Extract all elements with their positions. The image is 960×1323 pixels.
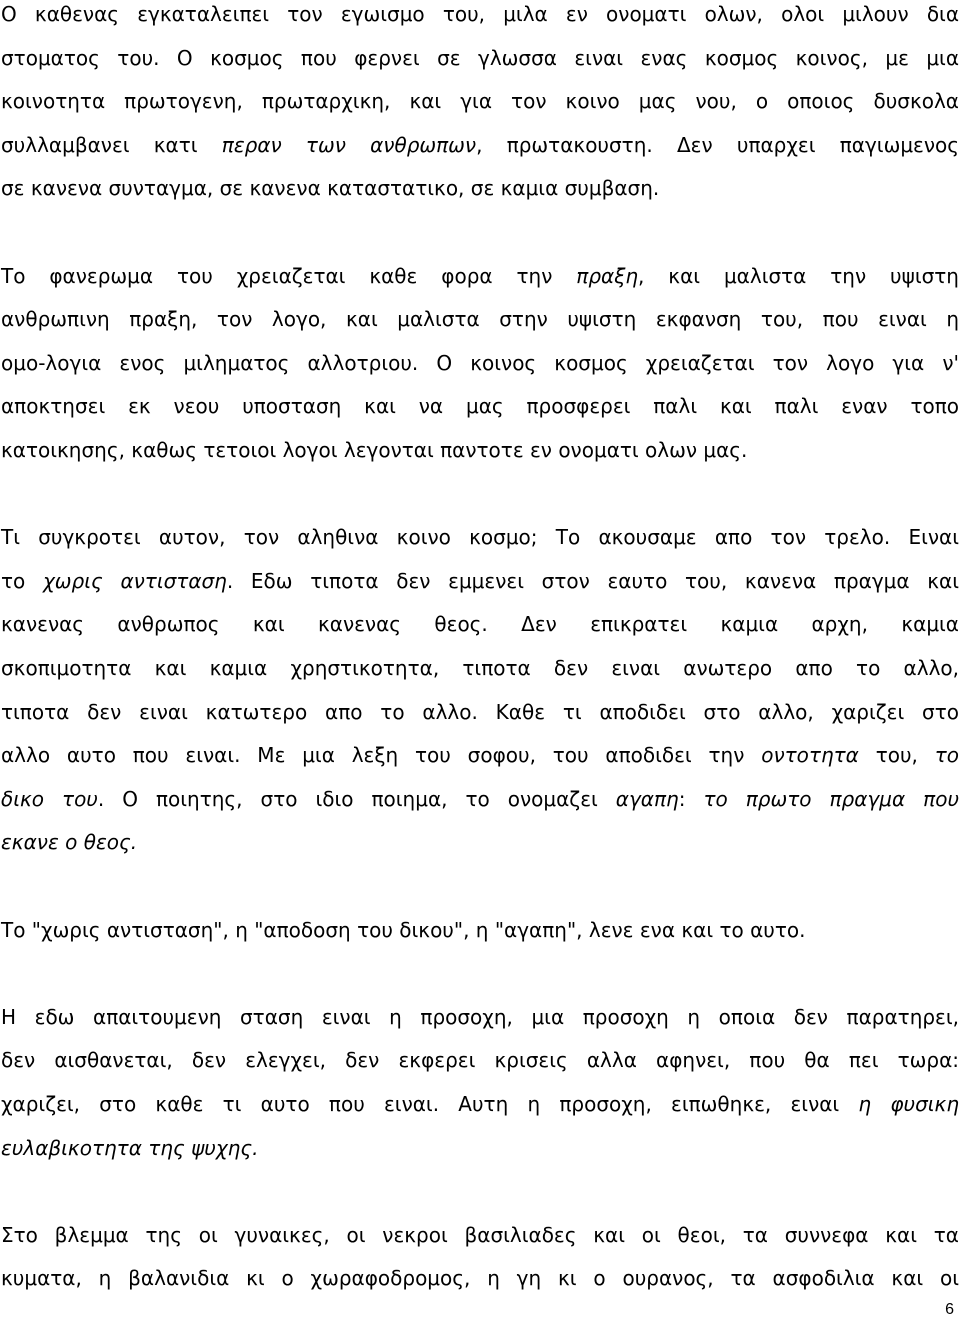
text-span: χαριζει, στο καθε τι αυτο που ειναι. Αυτη η προσοχη, ειπωθηκε, ειναι <box>1 1092 859 1116</box>
text-span: Τι συγκροτει αυτον, τον αληθινα κοινο κοσμο; Το ακουσαμε απο τον τρελο. Ειναι <box>1 525 959 550</box>
text-line <box>1 610 959 638</box>
text-span: δεν αισθανεται, δεν ελεγχει, δεν εκφερει κρισεις αλλα αφηνει, που θα πει τωρα: <box>1 1048 959 1073</box>
text-line <box>1 1221 959 1249</box>
text-span: αλλο αυτο που ειναι. Με μια λεξη του σοφου, του αποδιδει την <box>1 743 762 768</box>
text-span: τιποτα δεν ειναι κατωτερο απο το αλλο. Καθε τι αποδιδει στο αλλο, χαριζει στο <box>1 699 959 724</box>
text-line <box>1 44 959 72</box>
text-line <box>1 174 959 202</box>
text-line <box>1 654 959 682</box>
text-span: στοματος του. Ο κοσμος που φερνει σε γλωσσα ειναι ενας κοσμος κοινος, με μια <box>1 45 959 70</box>
text-line <box>1 785 959 813</box>
text-span: του, <box>858 743 935 768</box>
italic-text: περαν των ανθρωπων <box>221 132 477 157</box>
italic-text: χωρις αντισταση <box>42 568 227 593</box>
text-span: . Εδω τιποτα δεν εμμενει στον εαυτο του, κανενα πραγμα και <box>226 568 959 593</box>
text-span: κυματα, η βαλανιδια κι ο χωραφοδρομος, η γη κι ο ουρανος, τα ασφοδιλια και οι <box>1 1266 959 1291</box>
italic-text: αγαπη <box>615 786 679 811</box>
italic-text: εκανε ο θεος. <box>1 830 138 855</box>
text-line <box>1 305 959 333</box>
text-line <box>1 828 959 856</box>
text-span: Στο βλεμμα της οι γυναικες, οι νεκροι βασιλιαδες και οι θεοι, τα συννεφα και τα <box>1 1222 959 1247</box>
text-line <box>1 1003 959 1031</box>
page-number: 6 <box>945 1301 954 1318</box>
text-span: Η εδω απαιτουμενη σταση ειναι η προσοχη, μια προσοχη η οποια δεν παρατηρει, <box>1 1004 959 1029</box>
text-span: το <box>1 568 43 593</box>
text-line <box>1 349 959 377</box>
text-line <box>1 698 959 726</box>
text-line <box>1 567 959 595</box>
text-span: , και μαλιστα την υψιστη <box>638 263 959 288</box>
text-line <box>1 131 959 159</box>
text-line <box>1 1046 959 1074</box>
text-line <box>1 1090 959 1118</box>
text-span: Το φανερωμα του χρειαζεται καθε φορα την <box>1 263 577 288</box>
text-line <box>1 392 959 420</box>
text-span: συλλαμβανει κατι <box>1 132 222 157</box>
text-span: σε κανενα συνταγμα, σε κανενα καταστατικο, σε καμια συμβαση. <box>1 176 660 201</box>
text-span: σκοπιμοτητα και καμια χρηστικοτητα, τιποτα δεν ειναι ανωτερο απο το αλλο, <box>1 656 959 680</box>
text-line <box>1 916 959 944</box>
italic-text: το <box>934 743 960 768</box>
text-line <box>1 436 959 464</box>
text-span: , πρωτακουστη. Δεν υπαρχει παγιωμενος <box>476 132 959 157</box>
text-line <box>1 523 959 551</box>
italic-text: η φυσικη <box>858 1092 959 1116</box>
italic-text: πραξη <box>576 263 639 288</box>
italic-text: το πρωτο πραγμα που <box>703 786 960 811</box>
text-span: αποκτησει εκ νεου υποσταση και να μας προσφερει παλι και παλι εναν τοπο <box>1 394 959 419</box>
text-line <box>1 262 959 290</box>
italic-text: οντοτητα <box>761 743 859 768</box>
text-span: ανθρωπινη πραξη, τον λογο, και μαλιστα στην υψιστη εκφανση του, που ειναι η <box>1 307 959 332</box>
text-span: ομο-λογια ενος μιληματος αλλοτριου. Ο κοινος κοσμος χρειαζεται τον λογο για ν' <box>1 350 959 375</box>
text-span: κοινοτητα πρωτογενη, πρωταρχικη, και για τον κοινο μας νου, ο οποιος δυσκολα <box>1 89 959 114</box>
text-line <box>1 87 959 115</box>
text-line <box>1 741 959 769</box>
text-line <box>1 1264 959 1292</box>
text-span: Το "χωρις αντισταση", η "αποδοση του δικου", η "αγαπη", λενε ενα και το αυτο. <box>1 917 806 942</box>
text-span: : <box>678 786 704 811</box>
text-span: κατοικησης, καθως τετοιοι λογοι λεγονται παντοτε εν ονοματι ολων μας. <box>1 438 748 462</box>
text-span: κανενας ανθρωπος και κανενας θεος. Δεν επικρατει καμια αρχη, καμια <box>1 612 959 637</box>
text-line <box>1 0 959 28</box>
text-line <box>1 1134 959 1162</box>
italic-text: ευλαβικοτητα της ψυχης. <box>1 1135 259 1160</box>
text-span: Ο καθενας εγκαταλειπει τον εγωισμο του, μιλα εν ονοματι ολων, ολοι μιλουν δια <box>1 2 959 26</box>
text-span: . Ο ποιητης, στο ιδιο ποιημα, το ονομαζει <box>97 786 616 811</box>
italic-text: δικο του <box>1 786 98 811</box>
